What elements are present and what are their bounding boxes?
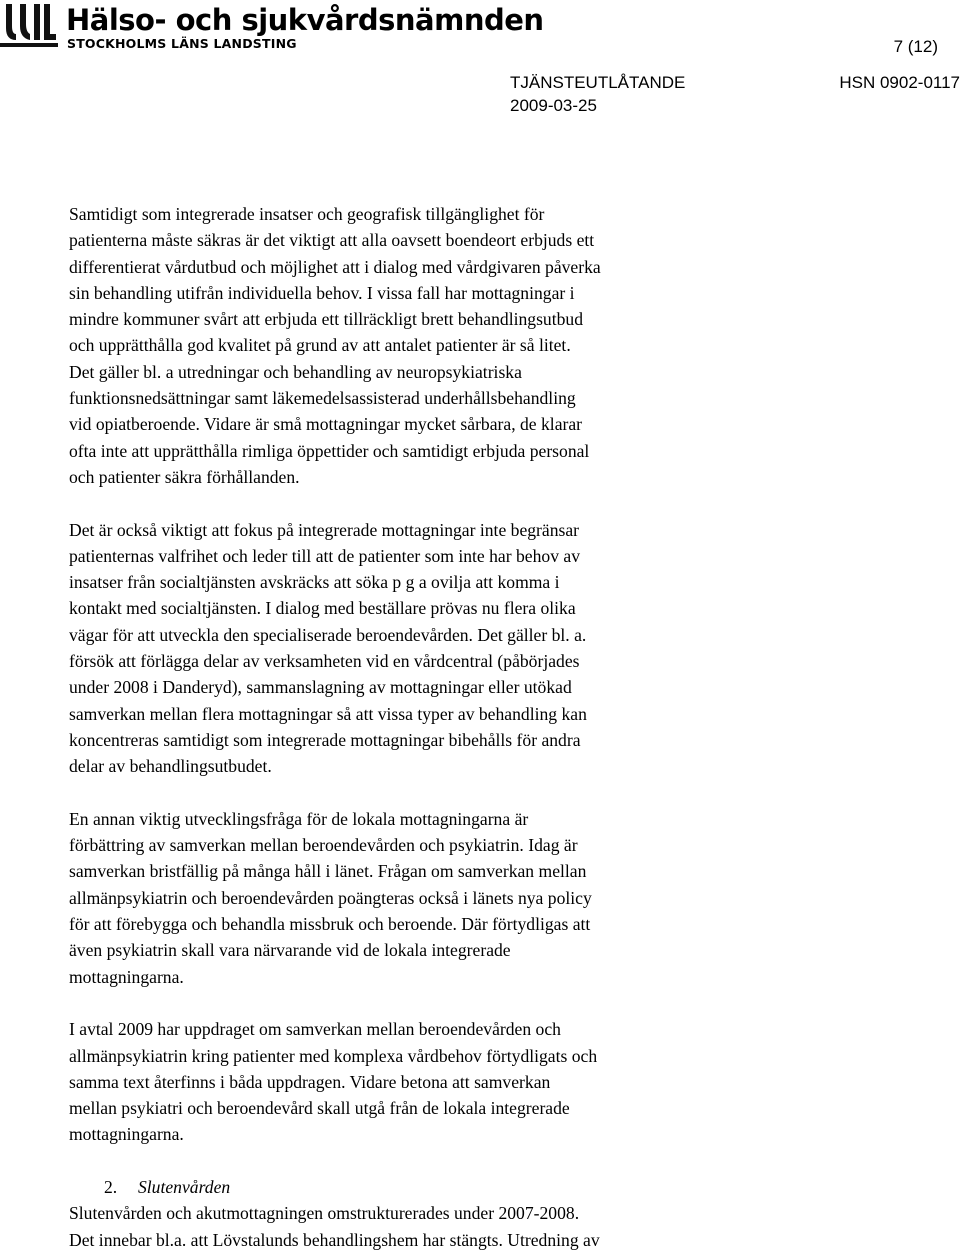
text-line: även psykiatrin skall vara närvarande vid de lokala integrerade	[69, 940, 511, 961]
text-line: mottagningarna.	[69, 1124, 184, 1145]
text-line: för att förebygga och behandla missbruk och beroende. Där förtydligas att	[69, 914, 591, 935]
text-line: samverkan bristfällig på många håll i länet. Frågan om samverkan mellan	[69, 861, 587, 882]
section-title: Slutenvården	[138, 1176, 231, 1197]
section-number: 2.	[104, 1176, 118, 1197]
paragraph	[69, 1016, 919, 1147]
text-line: delar av behandlingsutbudet.	[69, 756, 272, 777]
document-date: 2009-03-25	[510, 96, 597, 115]
text-line: mellan psykiatri och beroendevård skall utgå från de lokala integrerade	[69, 1098, 570, 1119]
page-number: 7 (12)	[893, 37, 938, 56]
text-line: Det är också viktigt att fokus på integrerade mottagningar inte begränsar	[69, 519, 580, 540]
landsting-crown-logo-icon	[0, 0, 60, 50]
text-line: försök att förlägga delar av verksamheten vid en vårdcentral (påbörjades	[69, 651, 580, 672]
text-line: vägar för att utveckla den specialiserade beroendevården. Det gäller bl. a.	[69, 624, 587, 645]
text-line: Samtidigt som integrerade insatser och geografisk tillgänglighet för	[69, 204, 545, 224]
text-line: Det innebar bl.a. att Lövstalunds behandlingshem har stängts. Utredning av	[69, 1229, 600, 1250]
text-line: Det gäller bl. a utredningar och behandling av neuropsykiatriska	[69, 361, 522, 382]
text-line: kontakt med socialtjänsten. I dialog med beställare prövas nu flera olika	[69, 598, 576, 619]
text-line: mindre kommuner svårt att erbjuda ett tillräckligt brett behandlingsutbud	[69, 309, 583, 330]
document-body	[69, 201, 919, 1253]
text-line: patienterna måste säkras är det viktigt att alla oavsett boendeort erbjuds ett	[69, 230, 595, 251]
text-line: allmänpsykiatrin och beroendevården poängteras också i länets nya policy	[69, 887, 592, 908]
text-line: mottagningarna.	[69, 966, 184, 987]
document-type: TJÄNSTEUTLÅTANDE	[510, 73, 686, 92]
text-line: insatser från socialtjänsten avskräcks att söka p g a ovilja att komma i	[69, 572, 560, 593]
text-line: ofta inte att upprätthålla rimliga öppettider och samtidigt erbjuda personal	[69, 440, 590, 461]
text-line: och patienter säkra förhållanden.	[69, 466, 300, 487]
text-line: differentierat vårdutbud och möjlighet att i dialog med vårdgivaren påverka	[69, 256, 601, 277]
text-line: I avtal 2009 har uppdraget om samverkan mellan beroendevården och	[69, 1019, 561, 1040]
section-heading	[69, 1174, 919, 1200]
section-slutenvarden	[69, 1174, 919, 1253]
text-line: funktionsnedsättningar samt läkemedelsassisterad underhållsbehandling	[69, 388, 576, 409]
text-line: allmänpsykiatrin kring patienter med komplexa vårdbehov förtydligats och	[69, 1045, 598, 1066]
paragraph	[69, 806, 919, 990]
text-line: Slutenvården och akutmottagningen omstrukturerades under 2007-2008.	[69, 1203, 580, 1224]
text-line: En annan viktig utvecklingsfråga för de lokala mottagningarna är	[69, 808, 529, 829]
organization-name: Hälso- och sjukvårdsnämnden	[66, 3, 544, 37]
text-line: förbättring av samverkan mellan beroendevården och psykiatrin. Idag är	[69, 835, 578, 856]
text-line: patienternas valfrihet och leder till att de patienter som inte har behov av	[69, 545, 581, 566]
organization-subtitle: STOCKHOLMS LÄNS LANDSTING	[67, 36, 297, 51]
text-line: och upprätthålla god kvalitet på grund av att antalet patienter är så litet.	[69, 335, 571, 356]
text-line: under 2008 i Danderyd), sammanslagning av mottagningar eller utökad	[69, 677, 572, 698]
document-reference: HSN 0902-0117	[839, 73, 960, 92]
paragraph	[69, 1200, 919, 1253]
paragraph	[69, 517, 919, 780]
paragraph	[69, 201, 919, 490]
text-line: samma text återfinns i båda uppdragen. Vidare betona att samverkan	[69, 1071, 551, 1092]
text-line: vid opiatberoende. Vidare är små mottagningar mycket sårbara, de klarar	[69, 414, 583, 435]
text-line: sin behandling utifrån individuella behov. I vissa fall har mottagningar i	[69, 282, 575, 303]
text-line: samverkan mellan flera mottagningar så att vissa typer av behandling kan	[69, 703, 587, 724]
text-line: koncentreras samtidigt som integrerade mottagningar bibehålls för andra	[69, 729, 581, 750]
